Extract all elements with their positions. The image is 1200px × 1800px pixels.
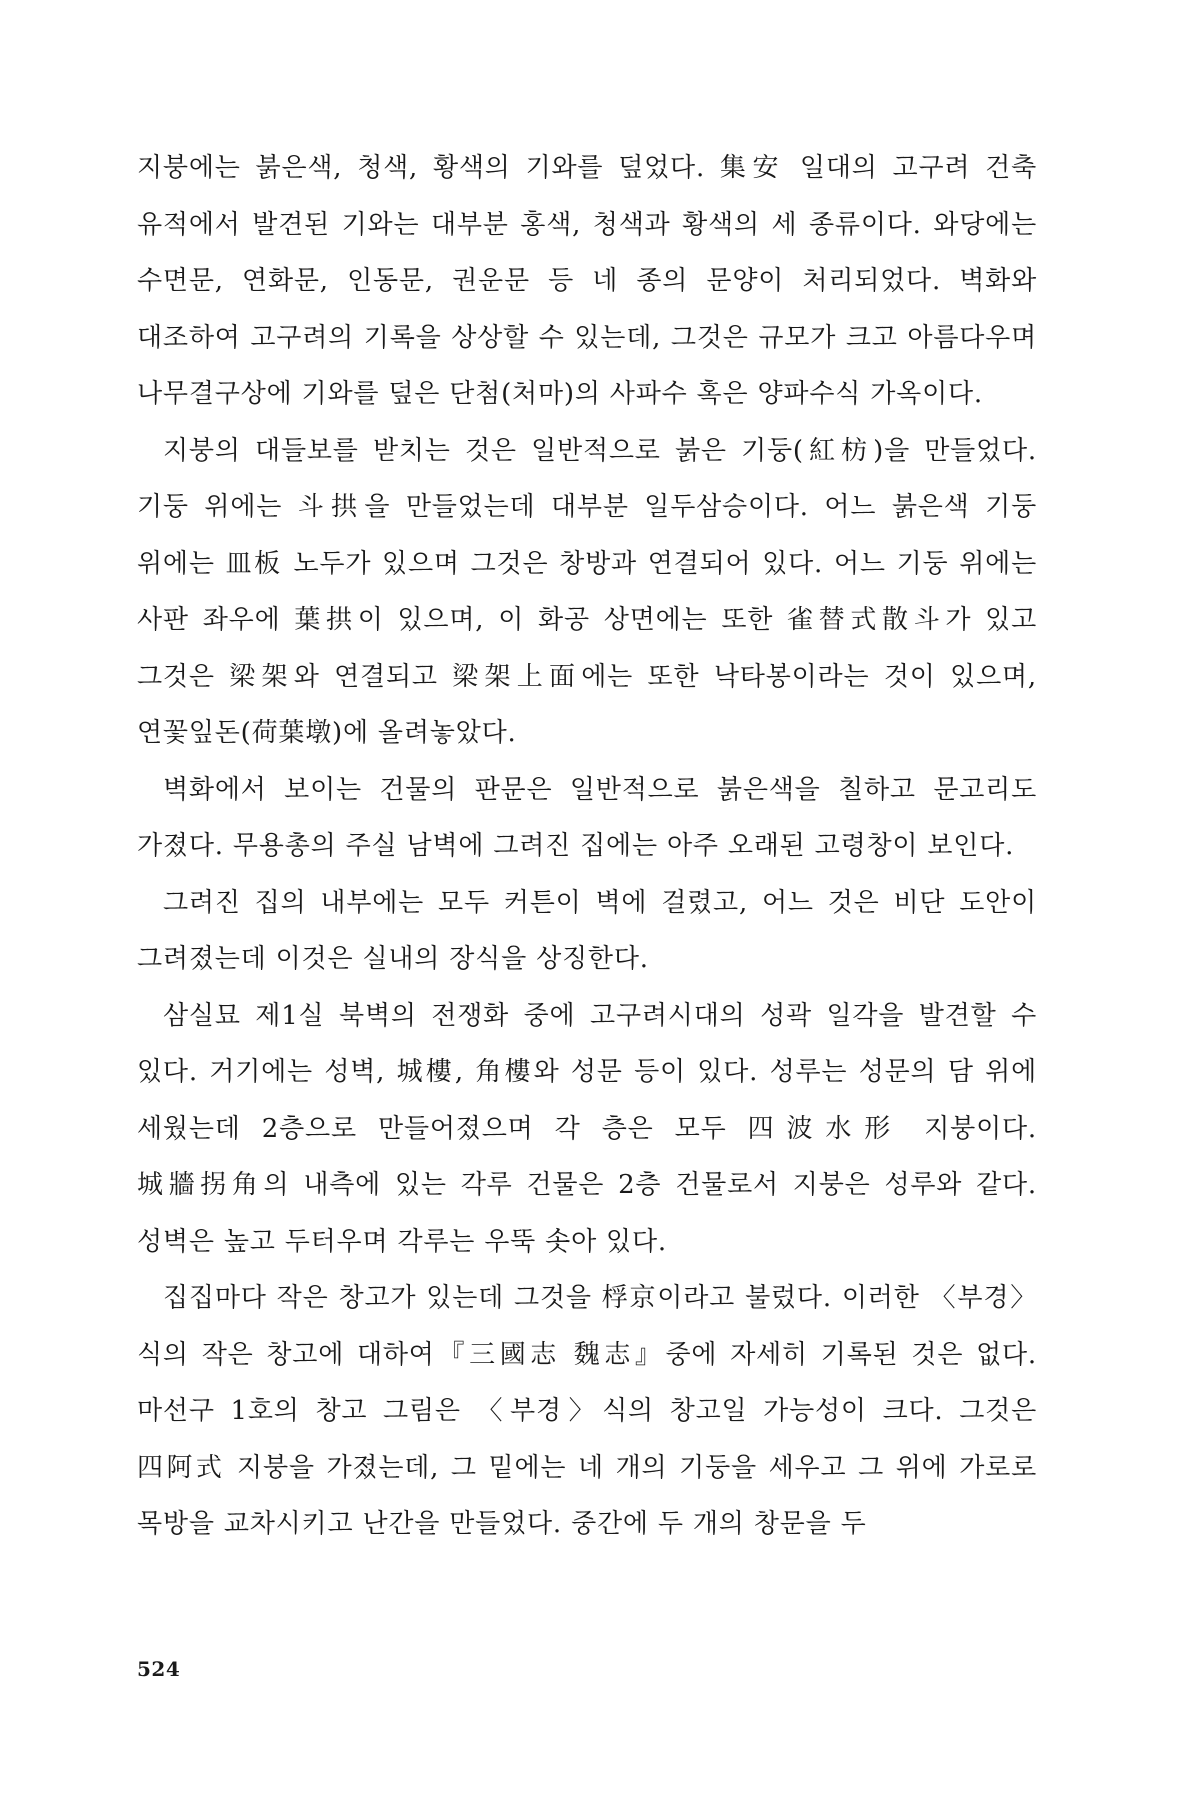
page-number: 524 (137, 1657, 181, 1681)
paragraph-pillars-brackets: 지붕의 대들보를 받치는 것은 일반적으로 붉은 기둥(紅枋)을 만들었다. 기둥 위에는 斗拱을 만들었는데 대부분 일두삼승이다. 어느 붉은색 기둥 위에는 皿板 노두가 있으며 그것은 창방과 연결되어 있다. 어느 기둥 위에는 사판 좌우에 葉拱이 있으며, 이 화공 상면에는 또한 雀替式散斗가 있고 그것은 梁架와 연결되고 梁架上面에는 또한 낙타봉이라는 것이 있으며, 연꽃잎돈(荷葉墩)에 올려놓았다. (137, 435, 1037, 748)
paragraph-curtains: 그려진 집의 내부에는 모두 커튼이 벽에 걸렸고, 어느 것은 비단 도안이 그려졌는데 이것은 실내의 장식을 상징한다. (137, 887, 1037, 974)
paragraph-fortress: 삼실묘 제1실 북벽의 전쟁화 중에 고구려시대의 성곽 일각을 발견할 수 있다. 거기에는 성벽, 城樓, 角樓와 성문 등이 있다. 성루는 성문의 담 위에 세웠는데 2층으로 만들어졌으며 각 층은 모두 四波水形 지붕이다. 城牆拐角의 내측에 있는 각루 건물은 2층 건물로서 지붕은 성루와 같다. 성벽은 높고 두터우며 각루는 우뚝 솟아 있다. (137, 1000, 1037, 1257)
paragraph-roof-tiles: 지붕에는 붉은색, 청색, 황색의 기와를 덮었다. 集安 일대의 고구려 건축 유적에서 발견된 기와는 대부분 홍색, 청색과 황색의 세 종류이다. 와당에는 수면문, 연화문, 인동문, 권운문 등 네 종의 문양이 처리되었다. 벽화와 대조하여 고구려의 기록을 상상할 수 있는데, 그것은 규모가 크고 아름다우며 나무결구상에 기와를 덮은 단첨(처마)의 사파수 혹은 양파수식 가옥이다. (137, 153, 1037, 409)
paragraph-storehouse: 집집마다 작은 창고가 있는데 그것을 桴京이라고 불렀다. 이러한 〈부경〉식의 작은 창고에 대하여『三國志 魏志』중에 자세히 기록된 것은 없다. 마선구 1호의 창고 그림은 〈부경〉식의 창고일 가능성이 크다. 그것은 四阿式 지붕을 가졌는데, 그 밑에는 네 개의 기둥을 세우고 그 위에 가로로 목방을 교차시키고 난간을 만들었다. 중간에 두 개의 창문을 두 (137, 1283, 1037, 1539)
body-text (137, 140, 1037, 1553)
paragraph-doors: 벽화에서 보이는 건물의 판문은 일반적으로 붉은색을 칠하고 문고리도 가졌다. 무용총의 주실 남벽에 그려진 집에는 아주 오래된 고령창이 보인다. (137, 774, 1037, 861)
